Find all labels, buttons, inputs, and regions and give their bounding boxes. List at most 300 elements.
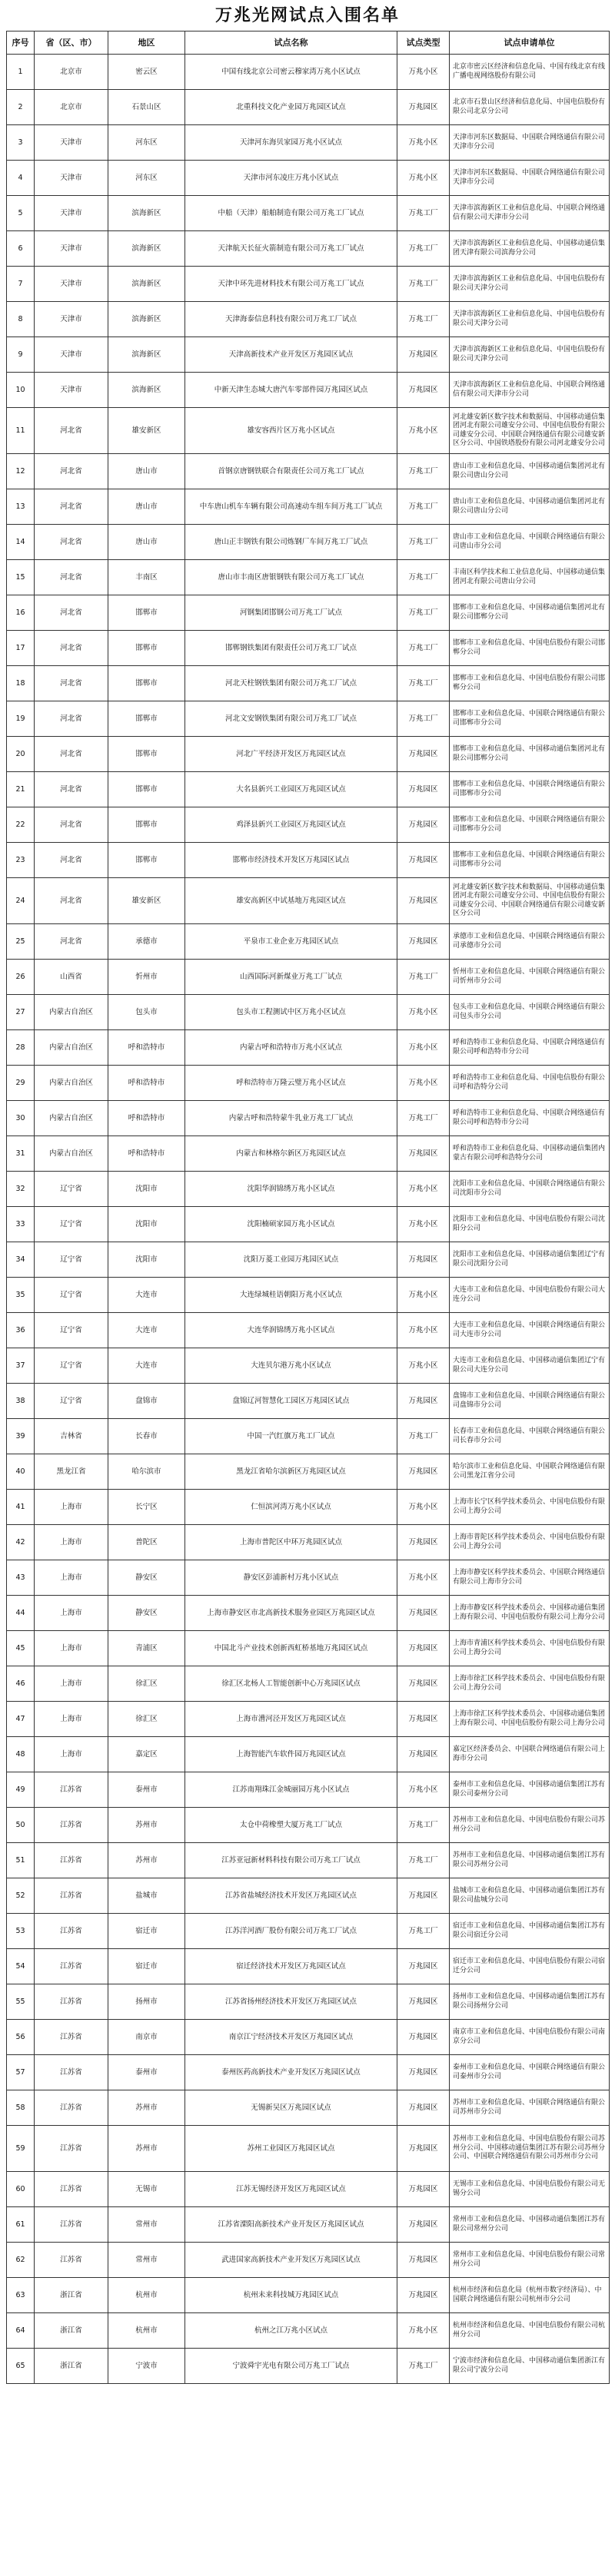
cell-applicant: 泰州市工业和信息化局、中国联合网络通信有限公司泰州市分公司: [450, 2055, 610, 2090]
cell-pilot-type: 万兆工厂: [397, 631, 450, 666]
cell-pilot-name: 唐山正丰钢铁有限公司炼钢厂车间万兆工厂试点: [185, 525, 397, 560]
cell-index: 63: [7, 2278, 35, 2313]
table-row: [7, 924, 610, 960]
cell-applicant: 大连市工业和信息化局、中国移动通信集团辽宁有限公司大连分公司: [450, 1348, 610, 1384]
cell-pilot-name: 大连华润锦绣万兆小区试点: [185, 1313, 397, 1348]
cell-region: 滨海新区: [108, 302, 185, 337]
cell-pilot-type: 万兆园区: [397, 737, 450, 772]
cell-pilot-name: 江苏亚冠新材料科技有限公司万兆工厂试点: [185, 1843, 397, 1878]
cell-region: 呼和浩特市: [108, 1101, 185, 1136]
cell-province: 江苏省: [35, 2243, 108, 2278]
cell-pilot-type: 万兆工厂: [397, 267, 450, 302]
cell-pilot-name: 太仓中荷橡塑大厦万兆工厂试点: [185, 1808, 397, 1843]
cell-index: 62: [7, 2243, 35, 2278]
cell-pilot-name: 江苏省溧阳高新技术产业开发区万兆园区试点: [185, 2207, 397, 2243]
cell-pilot-name: 中新天津生态城大唐汽车零部件园万兆园区试点: [185, 373, 397, 408]
cell-applicant: 天津市滨海新区工业和信息化局、中国电信股份有限公司天津分公司: [450, 267, 610, 302]
cell-province: 河北省: [35, 631, 108, 666]
cell-province: 河北省: [35, 737, 108, 772]
cell-region: 沈阳市: [108, 1207, 185, 1242]
cell-pilot-name: 邯郸钢铁集团有限责任公司万兆工厂试点: [185, 631, 397, 666]
cell-province: 江苏省: [35, 2126, 108, 2172]
cell-region: 雄安新区: [108, 408, 185, 454]
table-row: [7, 1101, 610, 1136]
cell-applicant: 上海市徐汇区科学技术委员会、中国移动通信集团上海有限公司、中国电信股份有限公司上海分公司: [450, 1702, 610, 1737]
cell-pilot-name: 中国北斗产业技术创新西虹桥基地万兆园区试点: [185, 1631, 397, 1666]
cell-province: 内蒙古自治区: [35, 1101, 108, 1136]
cell-pilot-type: 万兆小区: [397, 161, 450, 196]
cell-pilot-name: 山西国际河新煤业万兆工厂试点: [185, 960, 397, 995]
cell-index: 50: [7, 1808, 35, 1843]
cell-index: 56: [7, 2020, 35, 2055]
cell-applicant: 承德市工业和信息化局、中国联合网络通信有限公司承德市分公司: [450, 924, 610, 960]
cell-pilot-type: 万兆小区: [397, 55, 450, 90]
cell-pilot-type: 万兆园区: [397, 2207, 450, 2243]
cell-applicant: 扬州市工业和信息化局、中国移动通信集团江苏有限公司扬州分公司: [450, 1984, 610, 2020]
cell-applicant: 沈阳市工业和信息化局、中国移动通信集团辽宁有限公司沈阳分公司: [450, 1242, 610, 1278]
cell-index: 41: [7, 1490, 35, 1525]
cell-region: 苏州市: [108, 1808, 185, 1843]
cell-province: 河北省: [35, 489, 108, 525]
cell-region: 邯郸市: [108, 807, 185, 843]
table-row: [7, 1066, 610, 1101]
cell-province: 上海市: [35, 1490, 108, 1525]
cell-index: 36: [7, 1313, 35, 1348]
cell-pilot-name: 宿迁经济技术开发区万兆园区试点: [185, 1949, 397, 1984]
cell-pilot-name: 天津市河东凌庄万兆小区试点: [185, 161, 397, 196]
cell-region: 呼和浩特市: [108, 1066, 185, 1101]
cell-index: 51: [7, 1843, 35, 1878]
cell-pilot-type: 万兆园区: [397, 1949, 450, 1984]
cell-applicant: 嘉定区经济委员会、中国联合网络通信有限公司上海市分公司: [450, 1737, 610, 1772]
cell-pilot-type: 万兆小区: [397, 125, 450, 161]
cell-pilot-type: 万兆工厂: [397, 525, 450, 560]
cell-pilot-type: 万兆小区: [397, 1030, 450, 1066]
cell-province: 天津市: [35, 373, 108, 408]
cell-pilot-name: 河北文安钢铁集团有限公司万兆工厂试点: [185, 701, 397, 737]
cell-region: 滨海新区: [108, 196, 185, 231]
cell-region: 沈阳市: [108, 1172, 185, 1207]
cell-pilot-name: 江苏南翔珠江金城丽园万兆小区试点: [185, 1772, 397, 1808]
cell-index: 52: [7, 1878, 35, 1914]
cell-pilot-name: 上海市漕河泾开发区万兆园区试点: [185, 1702, 397, 1737]
cell-region: 无锡市: [108, 2172, 185, 2207]
cell-applicant: 天津市河东区数据局、中国联合网络通信有限公司天津市分公司: [450, 161, 610, 196]
cell-pilot-type: 万兆园区: [397, 878, 450, 924]
table-row: [7, 2207, 610, 2243]
cell-pilot-type: 万兆园区: [397, 2243, 450, 2278]
cell-region: 河东区: [108, 125, 185, 161]
cell-region: 包头市: [108, 995, 185, 1030]
cell-region: 邯郸市: [108, 843, 185, 878]
cell-pilot-name: 宁波舜宇光电有限公司万兆工厂试点: [185, 2349, 397, 2384]
cell-applicant: 大连市工业和信息化局、中国联合网络通信有限公司大连市分公司: [450, 1313, 610, 1348]
cell-region: 盘锦市: [108, 1384, 185, 1419]
cell-applicant: 长春市工业和信息化局、中国联合网络通信有限公司长春市分公司: [450, 1419, 610, 1454]
cell-index: 31: [7, 1136, 35, 1172]
cell-region: 石景山区: [108, 90, 185, 125]
cell-pilot-type: 万兆小区: [397, 1172, 450, 1207]
cell-province: 江苏省: [35, 1808, 108, 1843]
cell-applicant: 唐山市工业和信息化局、中国移动通信集团河北有限公司唐山分公司: [450, 454, 610, 489]
cell-region: 宁波市: [108, 2349, 185, 2384]
cell-pilot-name: 河北广平经济开发区万兆园区试点: [185, 737, 397, 772]
table-row: [7, 2243, 610, 2278]
cell-pilot-type: 万兆园区: [397, 373, 450, 408]
cell-province: 黑龙江省: [35, 1454, 108, 1490]
table-row: [7, 1984, 610, 2020]
cell-province: 天津市: [35, 302, 108, 337]
cell-index: 60: [7, 2172, 35, 2207]
cell-province: 江苏省: [35, 1878, 108, 1914]
cell-province: 河北省: [35, 454, 108, 489]
cell-pilot-name: 中国有线北京公司密云穆家湾万兆小区试点: [185, 55, 397, 90]
cell-index: 8: [7, 302, 35, 337]
cell-pilot-name: 武进国家高新技术产业开发区万兆园区试点: [185, 2243, 397, 2278]
cell-pilot-type: 万兆园区: [397, 1136, 450, 1172]
cell-pilot-type: 万兆工厂: [397, 1843, 450, 1878]
cell-pilot-type: 万兆园区: [397, 1242, 450, 1278]
cell-province: 江苏省: [35, 2020, 108, 2055]
cell-region: 扬州市: [108, 1984, 185, 2020]
cell-applicant: 北京市石景山区经济和信息化局、中国电信股份有限公司北京分公司: [450, 90, 610, 125]
cell-region: 普陀区: [108, 1525, 185, 1560]
cell-applicant: 常州市工业和信息化局、中国电信股份有限公司常州分公司: [450, 2243, 610, 2278]
cell-region: 徐汇区: [108, 1702, 185, 1737]
table-row: [7, 1278, 610, 1313]
cell-province: 辽宁省: [35, 1172, 108, 1207]
cell-pilot-type: 万兆园区: [397, 1384, 450, 1419]
cell-pilot-name: 静安区彭浦新村万兆小区试点: [185, 1560, 397, 1596]
cell-applicant: 上海市长宁区科学技术委员会、中国电信股份有限公司上海分公司: [450, 1490, 610, 1525]
cell-index: 39: [7, 1419, 35, 1454]
cell-pilot-name: 天津中环先进材料技术有限公司万兆工厂试点: [185, 267, 397, 302]
cell-pilot-name: 江苏洋河酒厂股份有限公司万兆工厂试点: [185, 1914, 397, 1949]
cell-index: 64: [7, 2313, 35, 2349]
table-row: [7, 1808, 610, 1843]
cell-index: 26: [7, 960, 35, 995]
cell-index: 30: [7, 1101, 35, 1136]
cell-pilot-name: 鸡泽县新兴工业园区万兆园区试点: [185, 807, 397, 843]
cell-pilot-type: 万兆园区: [397, 2020, 450, 2055]
cell-applicant: 邯郸市工业和信息化局、中国联合网络通信有限公司邯郸市分公司: [450, 772, 610, 807]
cell-region: 滨海新区: [108, 267, 185, 302]
cell-pilot-type: 万兆园区: [397, 1737, 450, 1772]
cell-province: 天津市: [35, 267, 108, 302]
cell-pilot-type: 万兆工厂: [397, 231, 450, 267]
cell-region: 长宁区: [108, 1490, 185, 1525]
cell-province: 江苏省: [35, 1914, 108, 1949]
cell-region: 雄安新区: [108, 878, 185, 924]
cell-pilot-name: 沈阳华润锦绣万兆小区试点: [185, 1172, 397, 1207]
cell-pilot-type: 万兆园区: [397, 337, 450, 373]
cell-province: 天津市: [35, 161, 108, 196]
cell-applicant: 丰南区科学技术和工业信息化局、中国移动通信集团河北有限公司唐山分公司: [450, 560, 610, 595]
cell-province: 江苏省: [35, 1772, 108, 1808]
cell-province: 上海市: [35, 1666, 108, 1702]
cell-applicant: 苏州市工业和信息化局、中国电信股份有限公司苏州分公司、中国移动通信集团江苏有限公司苏州分公司、中国联合网络通信有限公司苏州市分公司: [450, 2126, 610, 2172]
cell-pilot-type: 万兆园区: [397, 1525, 450, 1560]
cell-province: 天津市: [35, 337, 108, 373]
cell-pilot-name: 唐山市丰南区唐银钢铁有限公司万兆工厂试点: [185, 560, 397, 595]
cell-region: 丰南区: [108, 560, 185, 595]
cell-index: 7: [7, 267, 35, 302]
cell-province: 辽宁省: [35, 1207, 108, 1242]
cell-region: 苏州市: [108, 1843, 185, 1878]
cell-pilot-name: 内蒙古和林格尔新区万兆园区试点: [185, 1136, 397, 1172]
cell-pilot-name: 徐汇区北杨人工智能创新中心万兆园区试点: [185, 1666, 397, 1702]
cell-applicant: 呼和浩特市工业和信息化局、中国联合网络通信有限公司呼和浩特市分公司: [450, 1030, 610, 1066]
cell-index: 14: [7, 525, 35, 560]
cell-applicant: 天津市河东区数据局、中国联合网络通信有限公司天津市分公司: [450, 125, 610, 161]
cell-pilot-type: 万兆园区: [397, 1454, 450, 1490]
cell-region: 常州市: [108, 2207, 185, 2243]
cell-region: 呼和浩特市: [108, 1136, 185, 1172]
cell-pilot-type: 万兆小区: [397, 1313, 450, 1348]
cell-applicant: 河北雄安新区数字技术和数据局、中国移动通信集团河北有限公司雄安分公司、中国电信股份有限公司雄安分公司、中国联合网络通信有限公司雄安新区分公司、中国铁塔股份有限公司河北雄安分公司: [450, 408, 610, 454]
cell-province: 辽宁省: [35, 1348, 108, 1384]
cell-province: 内蒙古自治区: [35, 1030, 108, 1066]
cell-index: 28: [7, 1030, 35, 1066]
table-row: [7, 1772, 610, 1808]
cell-index: 46: [7, 1666, 35, 1702]
cell-region: 河东区: [108, 161, 185, 196]
cell-pilot-type: 万兆小区: [397, 1490, 450, 1525]
cell-pilot-name: 南京江宁经济技术开发区万兆园区试点: [185, 2020, 397, 2055]
cell-pilot-type: 万兆工厂: [397, 560, 450, 595]
cell-pilot-type: 万兆工厂: [397, 701, 450, 737]
cell-province: 江苏省: [35, 2172, 108, 2207]
cell-province: 河北省: [35, 666, 108, 701]
cell-applicant: 沈阳市工业和信息化局、中国电信股份有限公司沈阳分公司: [450, 1207, 610, 1242]
table-row: [7, 454, 610, 489]
table-row: [7, 1914, 610, 1949]
table-row: [7, 161, 610, 196]
cell-index: 45: [7, 1631, 35, 1666]
cell-pilot-type: 万兆工厂: [397, 1419, 450, 1454]
table-row: [7, 525, 610, 560]
cell-province: 北京市: [35, 55, 108, 90]
cell-applicant: 上海市普陀区科学技术委员会、中国电信股份有限公司上海分公司: [450, 1525, 610, 1560]
cell-region: 嘉定区: [108, 1737, 185, 1772]
cell-province: 江苏省: [35, 2090, 108, 2126]
table-row: [7, 1136, 610, 1172]
table-row: [7, 701, 610, 737]
cell-province: 河北省: [35, 560, 108, 595]
cell-pilot-type: 万兆工厂: [397, 302, 450, 337]
cell-applicant: 天津市滨海新区工业和信息化局、中国电信股份有限公司天津分公司: [450, 337, 610, 373]
table-row: [7, 337, 610, 373]
cell-applicant: 哈尔滨市工业和信息化局、中国联合网络通信有限公司黑龙江省分公司: [450, 1454, 610, 1490]
cell-pilot-name: 杭州未来科技城万兆园区试点: [185, 2278, 397, 2313]
cell-pilot-name: 江苏无锡经济开发区万兆园区试点: [185, 2172, 397, 2207]
table-row: [7, 1419, 610, 1454]
cell-pilot-name: 河钢集团邯钢公司万兆工厂试点: [185, 595, 397, 631]
cell-province: 辽宁省: [35, 1384, 108, 1419]
table-row: [7, 196, 610, 231]
cell-pilot-name: 上海智能汽车软件园万兆园区试点: [185, 1737, 397, 1772]
cell-pilot-type: 万兆工厂: [397, 666, 450, 701]
table-row: [7, 1596, 610, 1631]
cell-applicant: 天津市滨海新区工业和信息化局、中国电信股份有限公司天津分公司: [450, 302, 610, 337]
cell-index: 33: [7, 1207, 35, 1242]
cell-applicant: 邯郸市工业和信息化局、中国电信股份有限公司邯郸分公司: [450, 631, 610, 666]
cell-index: 15: [7, 560, 35, 595]
cell-pilot-name: 内蒙古呼和浩特市万兆小区试点: [185, 1030, 397, 1066]
cell-pilot-name: 苏州工业园区万兆园区试点: [185, 2126, 397, 2172]
table-row: [7, 1207, 610, 1242]
cell-pilot-name: 杭州之江万兆小区试点: [185, 2313, 397, 2349]
cell-pilot-name: 内蒙古呼和浩特蒙牛乳业万兆工厂试点: [185, 1101, 397, 1136]
cell-index: 24: [7, 878, 35, 924]
cell-pilot-name: 天津航天长征火箭制造有限公司万兆工厂试点: [185, 231, 397, 267]
table-row: [7, 267, 610, 302]
cell-index: 35: [7, 1278, 35, 1313]
table-row: [7, 1560, 610, 1596]
cell-region: 邯郸市: [108, 772, 185, 807]
cell-applicant: 盐城市工业和信息化局、中国移动通信集团江苏有限公司盐城分公司: [450, 1878, 610, 1914]
cell-pilot-name: 平泉市工业企业万兆园区试点: [185, 924, 397, 960]
table-header-row: [7, 31, 610, 55]
cell-applicant: 北京市密云区经济和信息化局、中国有线北京有线广播电视网络股份有限公司: [450, 55, 610, 90]
cell-pilot-name: 天津高新技术产业开发区万兆园区试点: [185, 337, 397, 373]
cell-index: 5: [7, 196, 35, 231]
cell-applicant: 宿迁市工业和信息化局、中国移动通信集团江苏有限公司宿迁分公司: [450, 1914, 610, 1949]
cell-pilot-type: 万兆小区: [397, 1207, 450, 1242]
cell-pilot-type: 万兆小区: [397, 2313, 450, 2349]
cell-index: 13: [7, 489, 35, 525]
cell-region: 邯郸市: [108, 666, 185, 701]
cell-province: 辽宁省: [35, 1313, 108, 1348]
table-row: [7, 2349, 610, 2384]
cell-province: 上海市: [35, 1596, 108, 1631]
cell-applicant: 天津市滨海新区工业和信息化局、中国联合网络通信有限公司天津市分公司: [450, 196, 610, 231]
table-row: [7, 1172, 610, 1207]
cell-pilot-name: 泰州医药高新技术产业开发区万兆园区试点: [185, 2055, 397, 2090]
cell-index: 43: [7, 1560, 35, 1596]
cell-applicant: 常州市工业和信息化局、中国移动通信集团江苏有限公司常州分公司: [450, 2207, 610, 2243]
table-row: [7, 1313, 610, 1348]
cell-province: 河北省: [35, 924, 108, 960]
cell-region: 大连市: [108, 1313, 185, 1348]
cell-pilot-type: 万兆小区: [397, 1278, 450, 1313]
cell-province: 浙江省: [35, 2349, 108, 2384]
cell-pilot-name: 盘锦辽河智慧化工园区万兆园区试点: [185, 1384, 397, 1419]
cell-region: 长春市: [108, 1419, 185, 1454]
table-row: [7, 1878, 610, 1914]
cell-pilot-type: 万兆园区: [397, 772, 450, 807]
table-row: [7, 595, 610, 631]
cell-region: 苏州市: [108, 2126, 185, 2172]
table-row: [7, 2278, 610, 2313]
cell-pilot-type: 万兆园区: [397, 2172, 450, 2207]
cell-pilot-name: 大连绿城桂语朝阳万兆小区试点: [185, 1278, 397, 1313]
cell-pilot-name: 大连贝尔港万兆小区试点: [185, 1348, 397, 1384]
cell-pilot-name: 无锡新吴区万兆园区试点: [185, 2090, 397, 2126]
cell-region: 大连市: [108, 1278, 185, 1313]
cell-applicant: 包头市工业和信息化局、中国联合网络通信有限公司包头市分公司: [450, 995, 610, 1030]
cell-index: 42: [7, 1525, 35, 1560]
cell-region: 唐山市: [108, 489, 185, 525]
cell-index: 61: [7, 2207, 35, 2243]
cell-province: 江苏省: [35, 1949, 108, 1984]
table-row: [7, 1384, 610, 1419]
cell-index: 20: [7, 737, 35, 772]
cell-pilot-type: 万兆工厂: [397, 1914, 450, 1949]
cell-pilot-name: 天津河东海贝家园万兆小区试点: [185, 125, 397, 161]
cell-province: 上海市: [35, 1560, 108, 1596]
cell-applicant: 南京市工业和信息化局、中国电信股份有限公司南京分公司: [450, 2020, 610, 2055]
cell-applicant: 上海市青浦区科学技术委员会、中国电信股份有限公司上海分公司: [450, 1631, 610, 1666]
table-row: [7, 631, 610, 666]
table-row: [7, 737, 610, 772]
table-row: [7, 843, 610, 878]
cell-region: 密云区: [108, 55, 185, 90]
cell-pilot-type: 万兆工厂: [397, 1808, 450, 1843]
cell-applicant: 呼和浩特市工业和信息化局、中国联合网络通信有限公司呼和浩特市分公司: [450, 1101, 610, 1136]
cell-region: 南京市: [108, 2020, 185, 2055]
cell-index: 29: [7, 1066, 35, 1101]
cell-pilot-name: 天津海泰信息科技有限公司万兆工厂试点: [185, 302, 397, 337]
cell-index: 58: [7, 2090, 35, 2126]
cell-applicant: 邯郸市工业和信息化局、中国联合网络通信有限公司邯郸市分公司: [450, 843, 610, 878]
cell-applicant: 天津市滨海新区工业和信息化局、中国联合网络通信有限公司天津市分公司: [450, 373, 610, 408]
cell-pilot-type: 万兆园区: [397, 2090, 450, 2126]
cell-index: 19: [7, 701, 35, 737]
cell-pilot-type: 万兆工厂: [397, 1101, 450, 1136]
cell-pilot-type: 万兆园区: [397, 924, 450, 960]
cell-province: 河北省: [35, 807, 108, 843]
cell-province: 天津市: [35, 231, 108, 267]
table-row: [7, 560, 610, 595]
cell-pilot-name: 邯郸市经济技术开发区万兆园区试点: [185, 843, 397, 878]
cell-pilot-type: 万兆工厂: [397, 454, 450, 489]
column-header-province: 省（区、市）: [35, 31, 108, 55]
cell-pilot-type: 万兆园区: [397, 2126, 450, 2172]
cell-pilot-type: 万兆园区: [397, 1878, 450, 1914]
cell-applicant: 大连市工业和信息化局、中国电信股份有限公司大连分公司: [450, 1278, 610, 1313]
column-header-pilot-name: 试点名称: [185, 31, 397, 55]
cell-index: 40: [7, 1454, 35, 1490]
cell-province: 上海市: [35, 1525, 108, 1560]
cell-applicant: 泰州市工业和信息化局、中国移动通信集团江苏有限公司泰州分公司: [450, 1772, 610, 1808]
cell-province: 河北省: [35, 878, 108, 924]
cell-index: 53: [7, 1914, 35, 1949]
cell-pilot-type: 万兆园区: [397, 1702, 450, 1737]
cell-province: 河北省: [35, 843, 108, 878]
cell-region: 杭州市: [108, 2313, 185, 2349]
cell-province: 上海市: [35, 1631, 108, 1666]
cell-region: 承德市: [108, 924, 185, 960]
cell-index: 6: [7, 231, 35, 267]
cell-pilot-type: 万兆小区: [397, 1560, 450, 1596]
page-title: 万兆光网试点入围名单: [214, 5, 400, 25]
table-row: [7, 1490, 610, 1525]
cell-province: 天津市: [35, 125, 108, 161]
cell-pilot-name: 大名县新兴工业园区万兆园区试点: [185, 772, 397, 807]
cell-applicant: 唐山市工业和信息化局、中国移动通信集团河北有限公司唐山分公司: [450, 489, 610, 525]
table-row: [7, 1702, 610, 1737]
cell-applicant: 上海市徐汇区科学技术委员会、中国电信股份有限公司上海分公司: [450, 1666, 610, 1702]
cell-pilot-type: 万兆园区: [397, 1596, 450, 1631]
cell-region: 盐城市: [108, 1878, 185, 1914]
table-row: [7, 1737, 610, 1772]
cell-applicant: 苏州市工业和信息化局、中国电信股份有限公司苏州分公司: [450, 1808, 610, 1843]
cell-province: 内蒙古自治区: [35, 995, 108, 1030]
cell-pilot-type: 万兆园区: [397, 1666, 450, 1702]
cell-pilot-name: 江苏省扬州经济技术开发区万兆园区试点: [185, 1984, 397, 2020]
cell-index: 34: [7, 1242, 35, 1278]
